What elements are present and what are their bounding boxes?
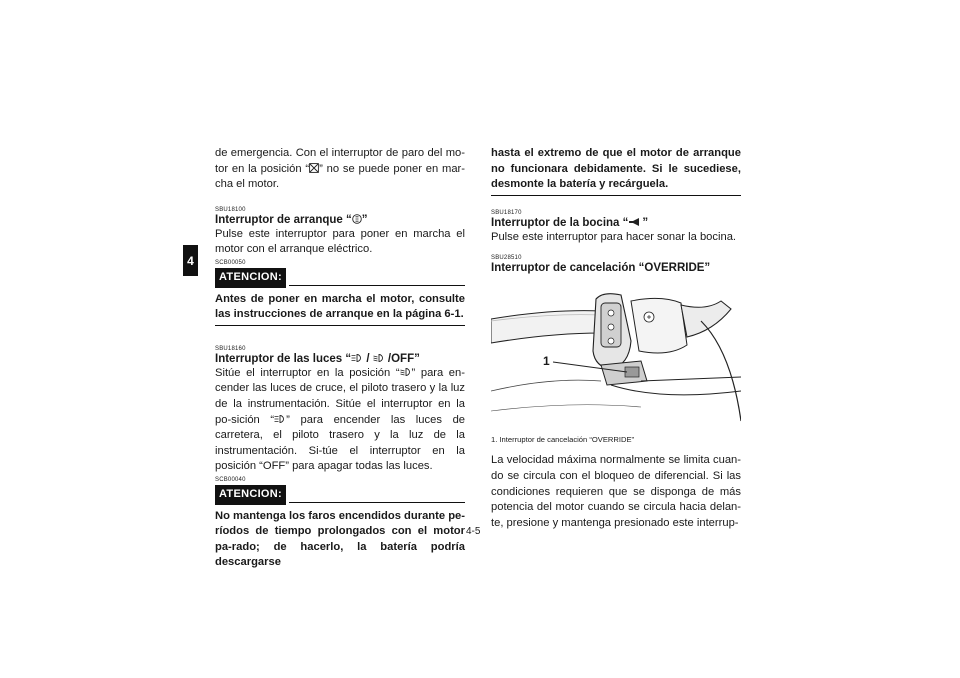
low-beam-icon	[373, 353, 385, 363]
caution-header	[215, 268, 465, 288]
heading-text: Interruptor de arranque “	[215, 213, 352, 226]
caution-header	[215, 485, 465, 505]
chapter-number: 4	[187, 253, 194, 268]
caution-text-start: Antes de poner en marcha el motor, consulte las instrucciones de arranque en la página 6-1.	[215, 292, 465, 321]
section-heading-override: Interruptor de cancelación “OVERRIDE”	[491, 262, 711, 275]
section-heading-horn	[491, 217, 741, 230]
caution-rule	[289, 285, 465, 286]
paragraph-start-switch: Pulse este interruptor para poner en marcha el motor con el arranque eléctrico.	[215, 227, 465, 256]
text-segment: ” para encender las luces de carretera, el piloto trasero y la luz de la instrumentación. Si-túe el interruptor en la posición “OFF” para apagar todas las luces.	[215, 413, 466, 473]
heading-text: Interruptor de las luces “	[215, 352, 352, 365]
section-code: SBU18170	[491, 209, 522, 216]
caution-label: ATENCION:	[215, 485, 286, 505]
right-column	[491, 146, 741, 531]
paragraph-override: La velocidad máxima normalmente se limita cuan-do se circula con el bloqueo de diferencial. Si las condiciones requieren que se disponga de más potencia del motor cuando se circula hacia delan-te, presione y mantenga presionado este interrup-	[491, 454, 741, 529]
horn-icon	[628, 217, 642, 227]
section-heading-light-switch	[215, 353, 465, 366]
paragraph-light-switch	[215, 366, 465, 475]
text-segment: ” no se puede poner en mar-cha el motor.	[215, 162, 465, 191]
high-beam-icon	[351, 353, 363, 363]
heading-text: /	[363, 352, 373, 365]
page-number: 4-5	[466, 526, 481, 537]
chapter-tab	[183, 245, 198, 276]
caution-text-headlights: No mantenga los faros encendidos durante pe-ríodos de tiempo prolongados con el motor pa-rado; de hacerlo, la batería podría descargarse	[215, 509, 465, 569]
text-segment: de emergencia. Con el interruptor de paro del mo-tor en la posición “	[215, 147, 465, 175]
paragraph-horn: Pulse este interruptor para hacer sonar la bocina.	[491, 230, 737, 243]
section-heading-start-switch	[215, 214, 465, 227]
heading-text: /OFF”	[384, 352, 420, 365]
engine-stop-icon	[309, 163, 319, 173]
heading-text: ”	[361, 213, 368, 226]
text-segment: ” para en-cender las luces de cruce, el piloto trasero y la luz de la instrumentación. Sitúe el interruptor en la po-sición “	[215, 366, 465, 426]
caution-label: ATENCION:	[215, 268, 286, 288]
caution-code: SCB00050	[215, 259, 246, 266]
caution-code: SCB00040	[215, 476, 246, 483]
low-beam-icon	[400, 367, 412, 377]
figure-callout-number: 1	[543, 354, 550, 369]
text-segment: Sitúe el interruptor en la posición “	[215, 366, 400, 379]
high-beam-icon	[274, 414, 286, 424]
figure-caption: 1. Interruptor de cancelación “OVERRIDE”	[491, 435, 635, 445]
paragraph-engine-stop	[215, 146, 465, 193]
handlebar-switch-illustration	[491, 281, 741, 431]
heading-text: ”	[642, 216, 649, 229]
section-code: SBU28510	[491, 255, 522, 262]
override-switch-figure	[491, 281, 741, 431]
caution-text-continued: hasta el extremo de que el motor de arranque no funcionara debidamente. Si le sucediese, desmonte la batería y recárguela.	[491, 147, 741, 191]
section-code: SBU18100	[215, 206, 246, 213]
caution-rule	[289, 502, 465, 503]
section-code: SBU18160	[215, 345, 246, 352]
heading-text: Interruptor de la bocina “	[491, 216, 629, 229]
start-switch-icon	[352, 214, 362, 224]
left-column	[215, 146, 465, 571]
